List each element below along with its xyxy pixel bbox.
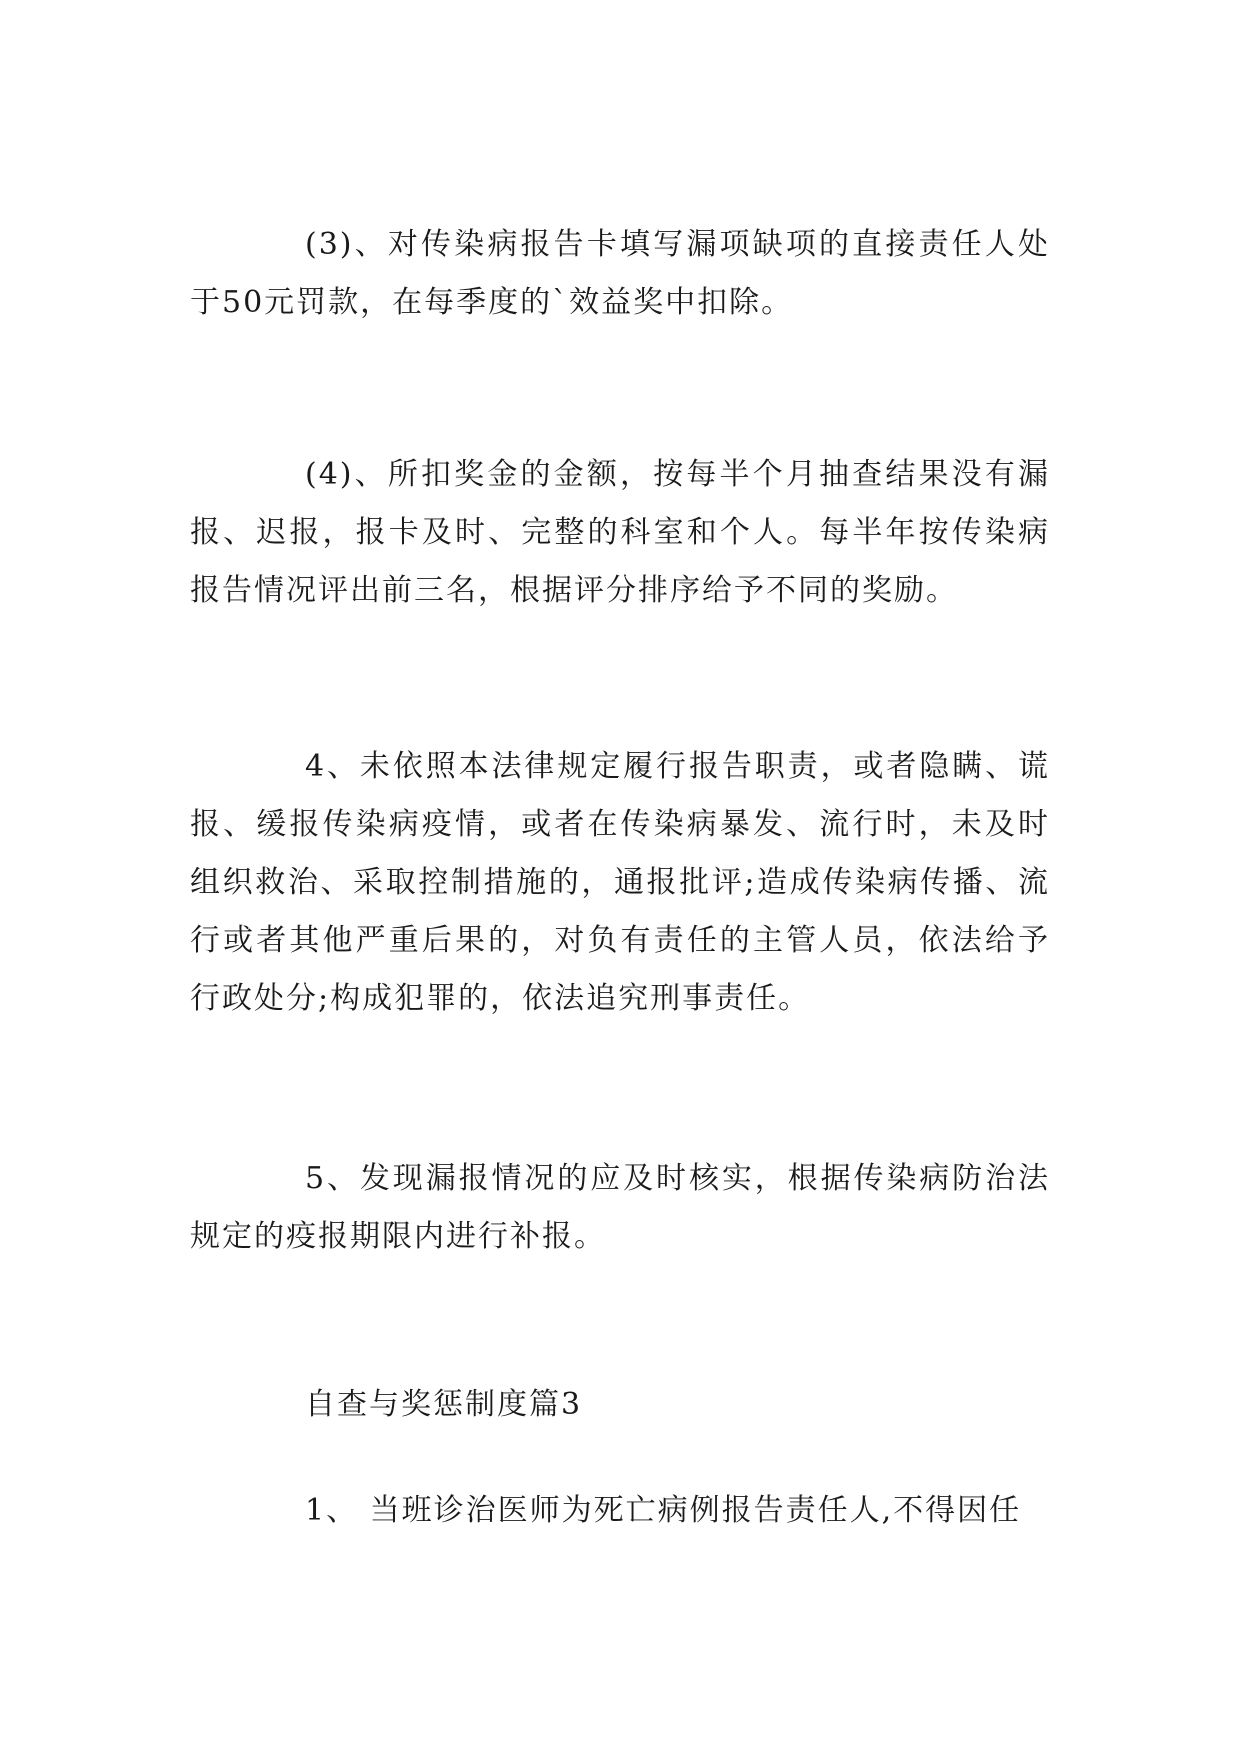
paragraph-item-3: (3)、对传染病报告卡填写漏项缺项的直接责任人处于50元罚款，在每季度的`效益奖中扣除。	[190, 227, 1050, 320]
paragraph-item-4: (4)、所扣奖金的金额，按每半个月抽查结果没有漏报、迟报，报卡及时、完整的科室和个人。每半年按传染病报告情况评出前三名，根据评分排序给予不同的奖励。	[190, 457, 1050, 608]
paragraph-rule-5: 5、发现漏报情况的应及时核实，根据传染病防治法规定的疫报期限内进行补报。	[190, 1161, 1050, 1254]
section-heading: 自查与奖惩制度篇3	[305, 1387, 583, 1422]
paragraph-rule-4: 4、未依照本法律规定履行报告职责，或者隐瞒、谎报、缓报传染病疫情，或者在传染病暴发、流行时，未及时组织救治、采取控制措施的，通报批评;造成传染病传播、流行或者其他严重后果的，对负有责任的主管人员，依法给予行政处分;构成犯罪的，依法追究刑事责任。	[190, 749, 1050, 1016]
paragraph-rule-1: 1、 当班诊治医师为死亡病例报告责任人,不得因任	[305, 1493, 1022, 1528]
